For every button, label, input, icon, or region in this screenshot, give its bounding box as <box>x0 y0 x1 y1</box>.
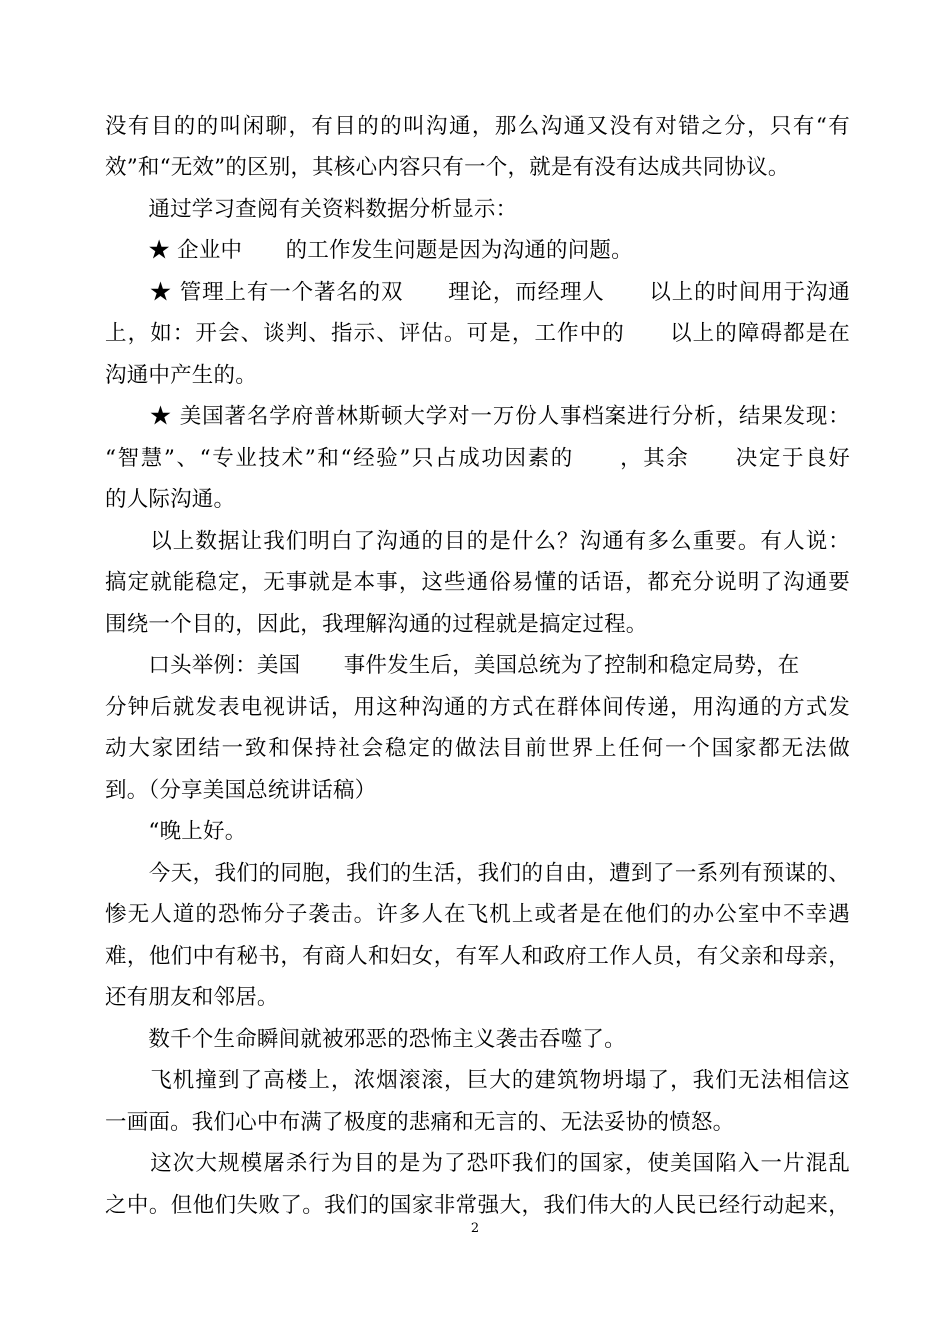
text-line: 的人际沟通。 <box>105 487 236 512</box>
text-line: “智慧”、“专业技术”和“经验”只占成功因素的 ，其余 决定于良好 <box>105 446 850 471</box>
text-line: 效”和“无效”的区别，其核心内容只有一个，就是有没有达成共同协议。 <box>105 155 790 180</box>
page-number: 2 <box>470 1221 480 1236</box>
text-line: 今天，我们的同胞，我们的生活，我们的自由，遭到了一系列有预谋的、 <box>105 861 850 886</box>
text-line: 上，如：开会、谈判、指示、评估。可是，工作中的 以上的障碍都是在 <box>105 321 850 346</box>
text-line: “晚上好。 <box>105 819 247 844</box>
text-line: 没有目的的叫闲聊，有目的的叫沟通，那么沟通又没有对错之分，只有“有 <box>105 114 850 139</box>
text-line: ★ 美国著名学府普林斯顿大学对一万份人事档案进行分析，结果发现： <box>105 404 850 429</box>
text-line: 口头举例：美国 事件发生后，美国总统为了控制和稳定局势，在 <box>105 653 800 678</box>
text-line: 以上数据让我们明白了沟通的目的是什么？沟通有多么重要。有人说： <box>105 529 850 554</box>
text-line: 一画面。我们心中布满了极度的悲痛和无言的、无法妥协的愤怒。 <box>105 1110 735 1135</box>
text-line: ★ 企业中 的工作发生问题是因为沟通的问题。 <box>105 238 633 263</box>
text-line: 这次大规模屠杀行为目的是为了恐吓我们的国家，使美国陷入一片混乱 <box>105 1151 850 1176</box>
text-line: 还有朋友和邻居。 <box>105 985 279 1010</box>
text-line: 到。（分享美国总统讲话稿） <box>105 778 377 803</box>
text-line: 飞机撞到了高楼上，浓烟滚滚，巨大的建筑物坍塌了，我们无法相信这 <box>105 1068 850 1093</box>
text-line: 动大家团结一致和保持社会稳定的做法目前世界上任何一个国家都无法做 <box>105 736 850 761</box>
text-line: 难，他们中有秘书，有商人和妇女，有军人和政府工作人员，有父亲和母亲， <box>105 944 850 969</box>
text-line: 惨无人道的恐怖分子袭击。许多人在飞机上或者是在他们的办公室中不幸遇 <box>105 902 850 927</box>
text-line: ★ 管理上有一个著名的双 理论，而经理人 以上的时间用于沟通 <box>105 280 850 305</box>
text-line: 分钟后就发表电视讲话，用这种沟通的方式在群体间传递，用沟通的方式发 <box>105 695 850 720</box>
text-line: 沟通中产生的。 <box>105 363 257 388</box>
text-line: 搞定就能稳定，无事就是本事，这些通俗易懂的话语，都充分说明了沟通要 <box>105 570 850 595</box>
text-line: 通过学习查阅有关资料数据分析显示： <box>105 197 518 222</box>
text-line: 数千个生命瞬间就被邪恶的恐怖主义袭击吞噬了。 <box>105 1027 626 1052</box>
text-line: 围绕一个目的，因此，我理解沟通的过程就是搞定过程。 <box>105 612 648 637</box>
text-line: 之中。但他们失败了。我们的国家非常强大，我们伟大的人民已经行动起来， <box>105 1193 850 1218</box>
